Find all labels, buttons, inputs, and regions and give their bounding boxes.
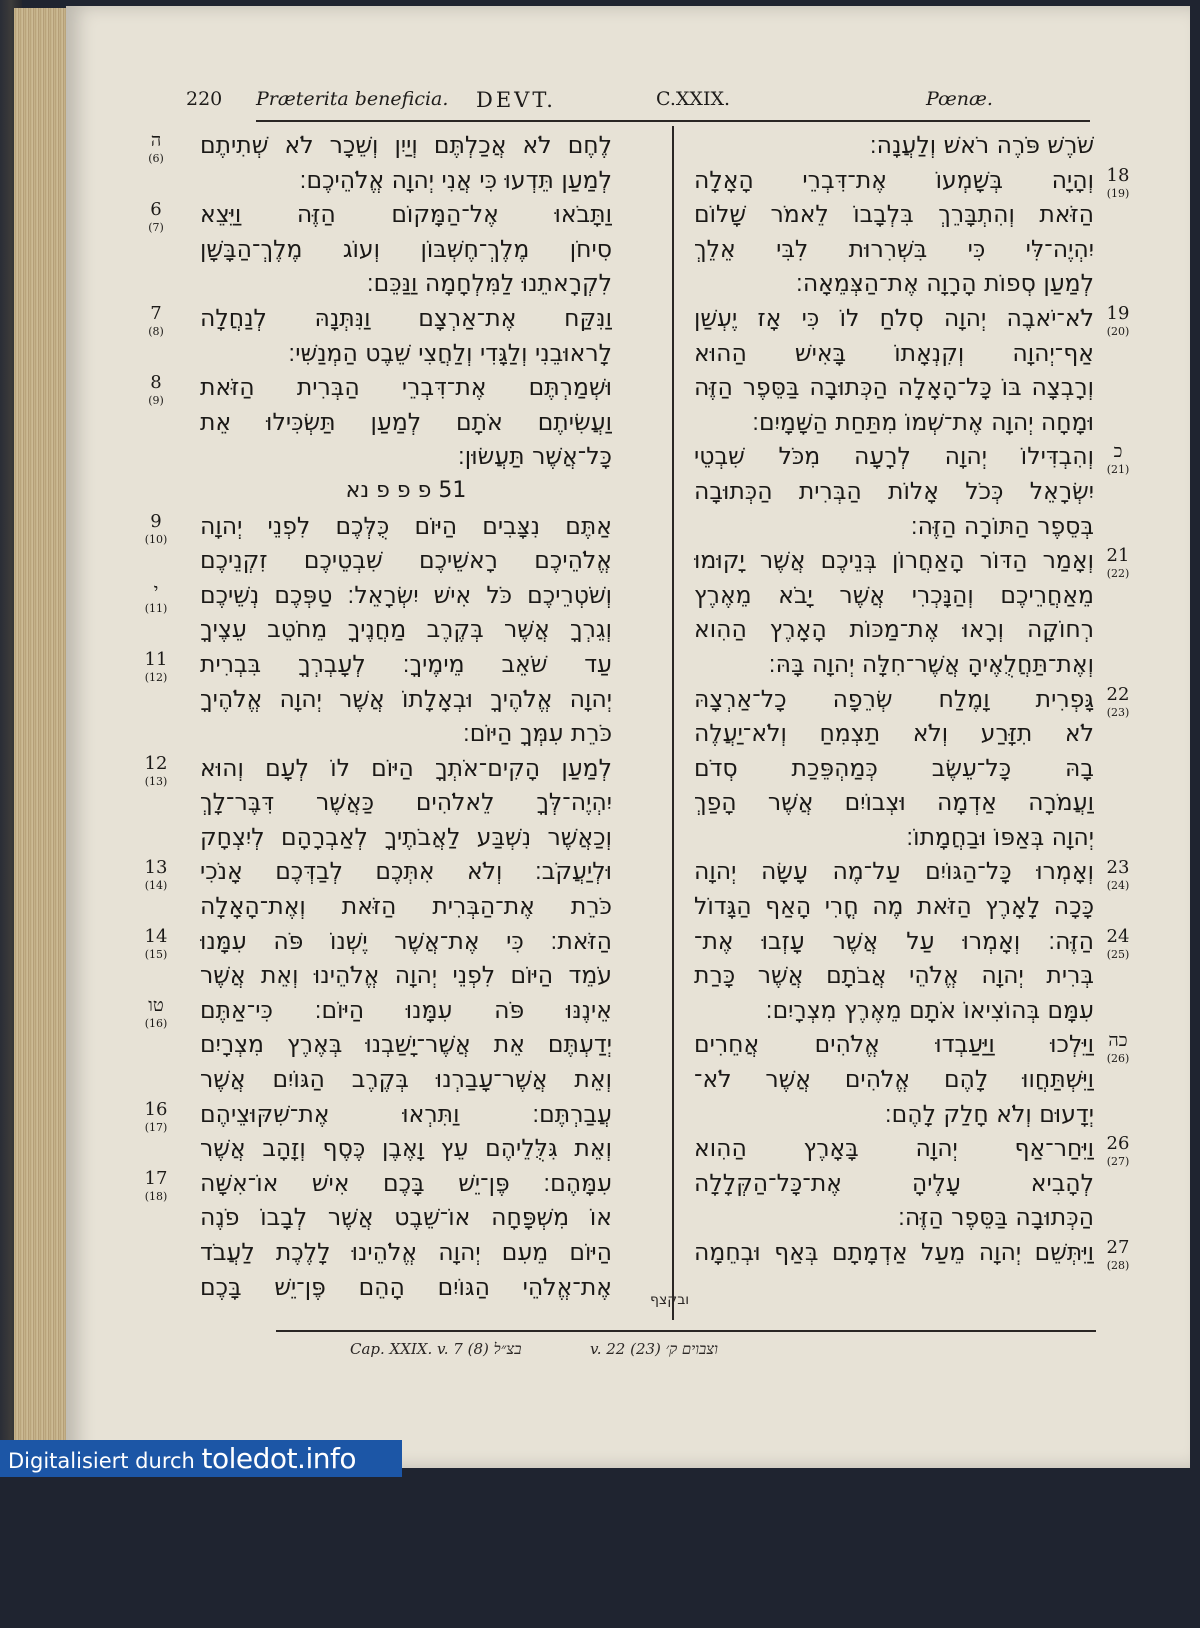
text-line: שֹׁרֶשׁ פֹּרֶה רֹאשׁ וְלַעֲנָה׃ (869, 131, 1094, 159)
verse-number-main: ה (150, 130, 162, 151)
verse-number-main: 12 (144, 752, 168, 774)
text-line: לָראוּבֵנִי וְלַגָּדִי וְלַחֲצִי שֵׁבֶט הַמְנַשִּׁי׃ (288, 338, 612, 367)
text-line: וּמָחָה יְהוָה אֶת־שְׁמוֹ מִתַּחַת הַשָּׁמָיִם׃ (752, 407, 1094, 436)
verse-number-alt: (24) (1106, 878, 1130, 892)
verse-number (1098, 683, 1138, 722)
text-line: הַזֹּאת׃ כִּי אֶת־אֲשֶׁר יֶשְׁנוֹ פֹּה עִמָּנוּ (200, 926, 612, 955)
verse-number (1098, 443, 1138, 479)
verse-number-main: 9 (150, 510, 162, 532)
text-line: בְּרִית יְהוָה אֱלֹהֵי אֲבֹתָם אֲשֶׁר כָּרַת (694, 961, 1094, 990)
verse-number-alt: (19) (1106, 186, 1130, 200)
verse-number-main: כה (1108, 1029, 1128, 1051)
text-line: אוֹ מִשְׁפָּחָה אוֹ־שֵׁבֶט אֲשֶׁר לְבָבוֹ פֹנֶה (200, 1203, 612, 1232)
text-line: בָהּ כָּל־עֵשֶׂב כְּמַהְפֵּכַת סְדֹם (694, 753, 1094, 782)
text-line: עֲבַרְתֶּם׃ וַתִּרְאוּ אֶת־שִׁקּוּצֵיהֶם (200, 1099, 612, 1128)
verse-number-main: 21 (1106, 545, 1130, 567)
verse-number (1098, 164, 1138, 203)
text-line: עַד שֹׁאֵב מֵימֶיךָ׃ לְעָבְרְךָ בִּבְרִית (200, 649, 612, 678)
text-line: וְאָמְרוּ כָּל־הַגּוֹיִם עַל־מֶה עָשָׂה יְהוָה (694, 857, 1094, 886)
left-text-column (200, 128, 612, 1628)
text-line: עִמָּם בְּהוֹצִיאוֹ אֹתָם מֵאֶרֶץ מִצְרָיִם׃ (765, 995, 1094, 1024)
text-line: לֹא־יֹאבֶה יְהוָה סְלֹחַ לוֹ כִּי אָז יֶעְשַׁן (694, 303, 1094, 332)
verse-number-alt: (14) (144, 878, 168, 892)
verse-number-alt: (15) (144, 947, 168, 961)
text-line: וַנִּקַּח אֶת־אַרְצָם וַנִּתְּנָהּ לְנַחֲלָה (200, 303, 612, 332)
text-line: וַיִּשְׁתַּחֲווּ לָהֶם אֱלֹהִים אֲשֶׁר לֹא־ (694, 1065, 1094, 1094)
verse-number (1098, 1135, 1138, 1171)
verse-number (140, 925, 172, 964)
text-line: יִהְיֶה־לְּךָ לֵאלֹהִים כַּאֲשֶׁר דִּבֶּר־לָךְ (200, 788, 612, 817)
text-line: כֹּרֵת אֶת־הַבְּרִית הַזֹּאת וְאֶת־הָאָלָה (200, 892, 612, 921)
verse-number-alt: (10) (144, 532, 168, 546)
verse-number-main: 16 (144, 1098, 168, 1120)
chapter-label: C.XXIX. (656, 88, 731, 110)
footnote-left: Cap. XXIX. v. 7 (8) בצ״ל (350, 1340, 522, 1358)
text-line: עֹמֵד הַיּוֹם לִפְנֵי יְהוָה אֱלֹהֵינוּ וְאֵת אֲשֶׁר (200, 961, 612, 990)
text-line: וְרָבְצָה בּוֹ כָּל־הָאָלָה הַכְּתוּבָה בַּסֵּפֶר הַזֶּה (694, 373, 1094, 402)
verse-number (1098, 1029, 1138, 1068)
text-line: עִמָּהֶם׃ פֶּן־יֵשׁ בָּכֶם אִישׁ אוֹ־אִשָּׁה (200, 1168, 612, 1197)
verse-number-main: 13 (144, 856, 168, 878)
verse-number (1098, 1239, 1138, 1275)
header-rule (256, 120, 1090, 122)
text-line: הַיּוֹם מֵעִם יְהוָה אֱלֹהֵינוּ לָלֶכֶת לַעֲבֹד (200, 1238, 612, 1266)
verse-number-main: 8 (150, 372, 162, 394)
verse-number-alt: (18) (144, 1190, 168, 1203)
verse-number-alt: (16) (144, 1017, 168, 1030)
verse-number (140, 510, 172, 549)
verse-number-main: 17 (144, 1168, 168, 1189)
verse-number (140, 579, 172, 618)
digitization-watermark (0, 1440, 402, 1477)
verse-number-main: כ (1113, 441, 1123, 463)
text-line: וְגֵרְךָ אֲשֶׁר בְּקֶרֶב מַחֲנֶיךָ מֵחֹטֵב עֵצֶיךָ (200, 615, 612, 644)
verse-number-alt: (12) (144, 671, 168, 684)
text-line: כָּל־אֲשֶׁר תַּעֲשׂוּן׃ (457, 442, 612, 471)
page-number: 220 (186, 88, 223, 110)
watermark-brand: toledot.info (201, 1442, 356, 1475)
catchword: ובקצף (650, 1292, 690, 1308)
verse-number-alt: (6) (148, 152, 164, 165)
verse-number (140, 1170, 172, 1206)
verse-number-main: 19 (1106, 303, 1130, 324)
text-line: יִשְׂרָאֵל כְּכֹל אָלוֹת הַבְּרִית הַכְּתוּבָה (694, 476, 1094, 505)
verse-number (140, 374, 172, 410)
verse-number-main: 22 (1106, 683, 1130, 705)
verse-number-main: 27 (1106, 1237, 1130, 1259)
verse-number (140, 201, 172, 237)
text-line: 51 פ פ פ נא (345, 477, 467, 503)
text-line: וְשֹׁטְרֵיכֶם כֹּל אִישׁ יִשְׂרָאֵל׃ טַפְּכֶם נְשֵׁיכֶם (200, 580, 612, 609)
column-divider (672, 126, 674, 1320)
text-line: אַף־יְהוָה וְקִנְאָתוֹ בָּאִישׁ הַהוּא (694, 338, 1094, 367)
text-line: לְמַעַן סְפוֹת הָרָוָה אֶת־הַצְּמֵאָה׃ (795, 269, 1094, 298)
verse-number-alt: (27) (1106, 1155, 1130, 1169)
verse-number (140, 997, 172, 1033)
verse-number (1098, 856, 1138, 895)
watermark-prefix: Digitalisiert durch (8, 1449, 195, 1473)
text-line: סִיחֹן מֶלֶךְ־חֶשְׁבּוֹן וְעוֹג מֶלֶךְ־הַבָּשָׁן (200, 234, 612, 263)
verse-number-main: 23 (1106, 856, 1130, 878)
verse-number-alt: (25) (1106, 947, 1130, 961)
text-line: וּשְׁמַרְתֶּם אֶת־דִּבְרֵי הַבְּרִית הַזֹּאת (200, 373, 612, 402)
text-line: וְכַאֲשֶׁר נִשְׁבַּע לַאֲבֹתֶיךָ לְאַבְרָהָם לְיִצְחָק (200, 822, 612, 851)
text-line: יְהוָה בְּאַפּוֹ וּבַחֲמָתוֹ׃ (906, 822, 1094, 851)
verse-number-main: 18 (1106, 164, 1130, 186)
verse-number-main: י (153, 579, 159, 601)
text-line: וְאָמַר הַדּוֹר הָאַחֲרוֹן בְּנֵיכֶם אֲשֶׁר יָקוּמוּ (694, 546, 1094, 575)
text-line: וְאֵת אֲשֶׁר־עָבַרְנוּ בְּקֶרֶב הַגּוֹיִם אֲשֶׁר (200, 1065, 612, 1094)
text-line: וְהִבְדִּילוֹ יְהוָה לְרָעָה מִכֹּל שִׁבְטֵי (694, 442, 1094, 471)
text-line: וְהָיָה בְּשָׁמְעוֹ אֶת־דִּבְרֵי הָאָלָה (694, 165, 1094, 194)
text-line: לְמַעַן תֵּדְעוּ כִּי אֲנִי יְהוָה אֱלֹהֵיכֶם׃ (299, 165, 612, 194)
text-line: וַיִּתְּשֵׁם יְהוָה מֵעַל אַדְמָתָם בְּאַף וּבְחֵמָה (694, 1238, 1094, 1266)
running-title-right: Pœnæ. (926, 88, 993, 110)
verse-number-alt: (22) (1106, 567, 1130, 581)
verse-number-main: 24 (1106, 925, 1130, 947)
text-line: יְהוָה אֱלֹהֶיךָ וּבְאָלָתוֹ אֲשֶׁר יְהוָה אֱלֹהֶיךָ (200, 684, 612, 713)
verse-number-alt: (20) (1106, 325, 1130, 338)
verse-number (140, 1098, 172, 1137)
text-line: וַיֵּלְכוּ וַיַּעַבְדוּ אֱלֹהִים אֲחֵרִים (694, 1030, 1094, 1059)
text-line: לֶחֶם לֹא אֲכַלְתֶּם וְיַיִן וְשֵׁכָר לֹא שְׁתִיתֶם (200, 131, 612, 159)
book-name: DEVT. (476, 88, 556, 112)
verse-number-main: טו (148, 995, 164, 1016)
verse-number-main: 14 (144, 925, 168, 947)
text-line: וְאֶת־תַּחֲלֻאֶיהָ אֲשֶׁר־חִלָּה יְהוָה בָּהּ׃ (768, 649, 1094, 678)
verse-number-alt: (8) (148, 325, 164, 338)
verse-number-alt: (7) (148, 221, 164, 235)
text-line: אֱלֹהֵיכֶם רָאשֵׁיכֶם שִׁבְטֵיכֶם זִקְנֵיכֶם (200, 546, 612, 575)
verse-number-alt: (9) (148, 394, 164, 408)
verse-number-alt: (21) (1106, 463, 1130, 477)
text-line: אֶת־אֱלֹהֵי הַגּוֹיִם הָהֵם פֶּן־יֵשׁ בָּכֶם (200, 1272, 612, 1301)
text-line: לִקְרָאתֵנוּ לַמִּלְחָמָה וַנַּכֵּם׃ (366, 269, 612, 298)
page-edges (14, 8, 70, 1466)
verse-number-main: 11 (144, 649, 168, 670)
text-line: מֵאַחֲרֵיכֶם וְהַנָּכְרִי אֲשֶׁר יָבֹא מֵאֶרֶץ (694, 580, 1094, 609)
verse-number (140, 132, 172, 168)
text-line: לֹא תִזָּרַע וְלֹא תַצְמִחַ וְלֹא־יַעֲלֶה (694, 719, 1094, 748)
verse-number-alt: (11) (144, 601, 168, 615)
verse-number-alt: (23) (1106, 705, 1130, 719)
text-line: וּלְיַעֲקֹב׃ וְלֹא אִתְּכֶם לְבַדְּכֶם אָנֹכִי (200, 857, 612, 886)
text-line: יִהְיֶה־לִּי כִּי בִּשְׁרִרוּת לִבִּי אֵלֵךְ (694, 234, 1094, 263)
text-line: יְדָעוּם וְלֹא חָלַק לָהֶם׃ (884, 1099, 1094, 1128)
verse-number (140, 752, 172, 791)
footnote-line (350, 1338, 780, 1360)
text-line: כָּכָה לָאָרֶץ הַזֹּאת מֶה חֳרִי הָאַף הַגָּדוֹל (694, 892, 1094, 921)
text-line: לְהָבִיא עָלֶיהָ אֶת־כָּל־הַקְּלָלָה (694, 1168, 1094, 1197)
text-line: כֹּרֵת עִמְּךָ הַיּוֹם׃ (462, 719, 612, 748)
running-title-left: Præterita beneficia. (256, 88, 449, 110)
text-line: וַעֲשִׂיתֶם אֹתָם לְמַעַן תַּשְׂכִּילוּ אֵת (200, 407, 612, 436)
verse-number (1098, 305, 1138, 341)
text-line: אֵינֶנּוּ פֹּה עִמָּנוּ הַיּוֹם׃ כִּי־אַתֶּם (200, 995, 612, 1024)
verse-number-alt: (17) (144, 1120, 168, 1134)
text-line: וַעֲמֹרָה אַדְמָה וּצְבוֹיִם אֲשֶׁר הָפַךְ (694, 788, 1094, 817)
verse-number (140, 305, 172, 341)
verse-number-main: 26 (1106, 1133, 1130, 1155)
text-line: הַכְּתוּבָה בַּסֵּפֶר הַזֶּה׃ (897, 1203, 1094, 1232)
text-line: בְּסֵפֶר הַתּוֹרָה הַזֶּה׃ (910, 511, 1094, 540)
running-head (186, 82, 1006, 118)
verse-number (140, 651, 172, 687)
verse-number (1098, 925, 1138, 964)
text-line: אַתֶּם נִצָּבִים הַיּוֹם כֻּלְּכֶם לִפְנֵי יְהוָה (200, 511, 612, 540)
text-line: לְמַעַן הָקִים־אֹתְךָ הַיּוֹם לוֹ לְעָם וְהוּא (200, 753, 612, 782)
text-line: וַתָּבֹאוּ אֶל־הַמָּקוֹם הַזֶּה וַיֵּצֵא (200, 200, 612, 229)
text-line: הַזֶּה׃ וְאָמְרוּ עַל אֲשֶׁר עָזְבוּ אֶת־ (694, 926, 1094, 955)
text-line: וַיִּחַר־אַף יְהוָה בָּאָרֶץ הַהִוא (694, 1134, 1094, 1163)
verse-number-alt: (28) (1106, 1259, 1130, 1273)
right-text-column (694, 128, 1094, 1628)
footnote-right: v. 22 (23) וצבוים ק׳ (590, 1340, 718, 1358)
text-line: וְאֵת גִּלֻּלֵיהֶם עֵץ וָאֶבֶן כֶּסֶף וְזָהָב אֲשֶׁר (200, 1134, 612, 1163)
text-line: יְדַעְתֶּם אֵת אֲשֶׁר־יָשַׁבְנוּ בְּאֶרֶץ מִצְרָיִם (200, 1030, 612, 1059)
text-line: רְחוֹקָה וְרָאוּ אֶת־מַכּוֹת הָאָרֶץ הַהִוא (694, 615, 1094, 644)
verse-number-alt: (13) (144, 774, 168, 788)
verse-number-main: 6 (150, 199, 162, 221)
text-line: גָּפְרִית וָמֶלַח שְׂרֵפָה כָל־אַרְצָהּ (694, 684, 1094, 713)
verse-number-alt: (26) (1106, 1051, 1130, 1065)
verse-number-main: 7 (150, 303, 162, 324)
verse-number (1098, 547, 1138, 583)
text-line: הַזֹּאת וְהִתְבָּרֵךְ בִּלְבָבוֹ לֵאמֹר שָׁלוֹם (694, 200, 1094, 229)
verse-number (140, 856, 172, 895)
